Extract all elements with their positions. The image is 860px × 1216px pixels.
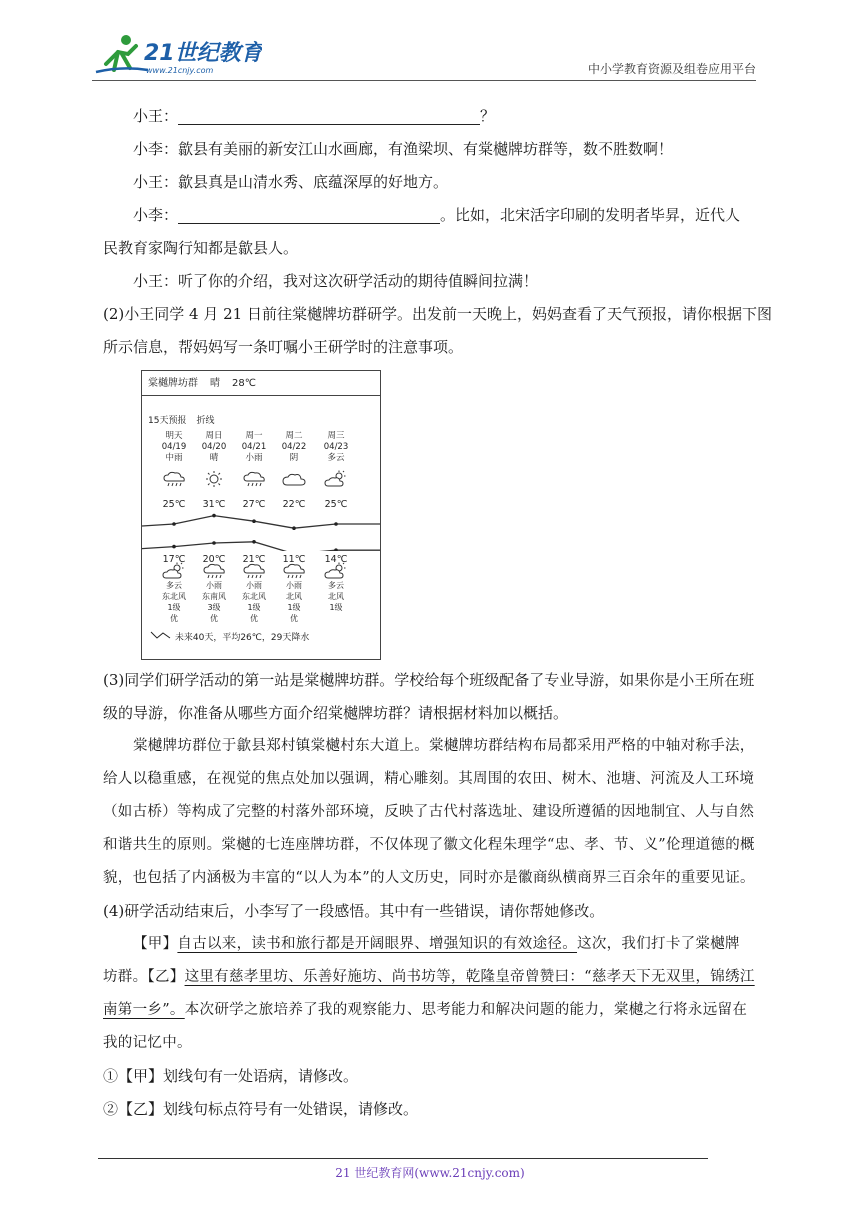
forecast-low-temp: 11℃ (282, 554, 306, 565)
dialogue-line-4 (103, 199, 758, 232)
forecast-day-name: 周三 (327, 431, 345, 441)
wind-direction: 北风 (286, 592, 302, 601)
forecast-high-temp: 25℃ (324, 499, 348, 510)
forecast-condition: 阴 (289, 453, 299, 463)
jia-marker: 【甲】 (133, 936, 178, 952)
rain-cloud-icon (282, 559, 306, 577)
rain-cloud-icon (202, 559, 226, 577)
low-temp-line (142, 542, 380, 551)
weather-location: 棠樾牌坊群 (148, 378, 198, 389)
wind-direction: 东北风 (242, 592, 266, 601)
forecast-high-temp: 27℃ (242, 499, 266, 510)
wind-level: 1级 (247, 603, 261, 612)
forecast-condition: 中雨 (165, 453, 183, 463)
wind-level: 1级 (167, 603, 181, 612)
sub-question-1: ①【甲】划线句有一处语病，请修改。 (103, 1067, 359, 1085)
sub-question-2: ②【乙】划线句标点符号有一处错误，请修改。 (103, 1100, 419, 1118)
site-logo (92, 30, 262, 80)
weather-footer-text: 未来40天，平均26℃，29天降水 (174, 633, 310, 643)
material-line-1: 棠樾牌坊群位于歙县郑村镇棠樾村东大道上。棠樾牌坊群结构布局都采用严格的中轴对称手法， (133, 738, 755, 754)
jia-underlined-sentence: 自古以来，读书和旅行都是开阔眼界、增强知识的有效途径。 (177, 936, 578, 952)
partly-cloudy-icon (324, 559, 348, 577)
night-condition: 小雨 (286, 581, 302, 590)
forecast-range-label: 15天预报 (148, 416, 187, 426)
essay-line-4: 我的记忆中。 (103, 1035, 192, 1051)
punctuation: ？ (480, 107, 496, 125)
low-temp-point (212, 541, 216, 545)
wind-direction: 北风 (328, 592, 344, 601)
forecast-date: 04/22 (281, 442, 307, 452)
dialogue-line-1 (103, 100, 758, 133)
cloud-icon (282, 467, 306, 485)
essay-text: 本次研学之旅培养了我的观察能力、思考能力和解决问题的能力，棠樾之行将永远留在 (184, 1002, 748, 1018)
header-platform-text: 中小学教育资源及组卷应用平台 (587, 62, 756, 76)
high-temp-point (252, 519, 256, 523)
rain-cloud-icon (242, 467, 266, 485)
question-3-line-2: 级的导游，你准备从哪些方面介绍棠樾牌坊群？请根据材料加以概括。 (103, 704, 569, 722)
trend-line-icon (150, 630, 172, 640)
weather-condition: 晴 (210, 378, 220, 389)
answer-blank[interactable] (178, 203, 440, 224)
page-footer: 21 世纪教育网(www.21cnjy.com) (335, 1166, 525, 1180)
wind-level: 3级 (207, 603, 221, 612)
material-line-4: 和谐共生的原则。棠樾的七连座牌坊群，不仅体现了徽文化程朱理学“忠、孝、节、义”伦理道德的概 (103, 837, 755, 853)
essay-text: 这次，我们打卡了棠樾牌 (577, 936, 740, 952)
forecast-low-temp: 20℃ (202, 554, 226, 565)
page-content (103, 100, 772, 1126)
forecast-date: 04/20 (201, 442, 227, 452)
wind-level: 1级 (329, 603, 343, 612)
essay-line-1 (103, 928, 758, 961)
forecast-date: 04/21 (241, 442, 267, 452)
yi-underlined-sentence: 这里有慈孝里坊、乐善好施坊、尚书坊等，乾隆皇帝曾赞曰：“慈孝天下无双里，锦绣江 (184, 969, 755, 985)
dialogue-line-3: 小王：歙县真是山清水秀、底蕴深厚的好地方。 (133, 173, 449, 191)
low-temp-point (172, 545, 176, 549)
forecast-low-temp: 14℃ (324, 554, 348, 565)
low-temp-point (334, 548, 338, 551)
air-quality: 优 (170, 614, 178, 623)
yi-underlined-sentence-end: 南第一乡”。 (103, 1002, 185, 1018)
rain-cloud-icon (242, 559, 266, 577)
partly-cloudy-icon (162, 559, 186, 577)
high-temp-point (334, 522, 338, 526)
yi-marker: 【乙】 (147, 969, 185, 985)
temperature-line-chart (142, 501, 380, 551)
material-line-5: 貌，也包括了内涵极为丰富的“以人为本”的人文历史，同时亦是徽商纵横商界三百余年的重要见证。 (103, 870, 755, 886)
air-quality: 优 (290, 614, 298, 623)
forecast-day-name: 周二 (285, 431, 303, 441)
high-temp-point (292, 526, 296, 530)
material-line-2: 给人以稳重感，在视觉的焦点处加以强调，精心雕刻。其周围的农田、树木、池塘、河流及人工环境 (103, 771, 755, 787)
forecast-date: 04/23 (323, 442, 349, 452)
wind-direction: 东南风 (202, 592, 226, 601)
question-3-line-1: (3)同学们研学活动的第一站是棠樾牌坊群。学校给每个班级配备了专业导游，如果你是小王所在班 (103, 671, 755, 689)
rain-cloud-icon (162, 467, 186, 485)
logo-text: 21世纪教育 (144, 41, 262, 66)
night-condition: 小雨 (246, 581, 262, 590)
forecast-high-temp: 22℃ (282, 499, 306, 510)
chart-mode-label: 折线 (196, 416, 215, 426)
runner-icon (96, 35, 148, 72)
speaker-label: 小王： (133, 107, 179, 125)
weather-footer (150, 622, 309, 655)
question-4-line-1: (4)研学活动结束后，小李写了一段感悟。其中有一些错误，请你帮她修改。 (103, 902, 605, 920)
dialogue-line-6: 小王：听了你的介绍，我对这次研学活动的期待值瞬间拉满！ (133, 272, 539, 290)
forecast-condition: 多云 (327, 453, 345, 463)
forecast-date: 04/19 (161, 442, 187, 452)
question-2-line-1: (2)小王同学 4 月 21 日前往棠樾牌坊群研学。出发前一天晚上，妈妈查看了天气预报，请你根据下图 (103, 305, 772, 323)
speaker-label: 小李： (133, 206, 179, 224)
essay-text: 坊群。 (103, 969, 148, 985)
forecast-low-temp: 17℃ (162, 554, 186, 565)
dialogue-line-2: 小李：歙县有美丽的新安江山水画廊，有渔梁坝、有棠樾牌坊群等，数不胜数啊！ (133, 140, 674, 158)
forecast-day-name: 周日 (205, 431, 223, 441)
air-quality: 优 (250, 614, 258, 623)
dialogue-text: 。比如，北宋活字印刷的发明者毕昇，近代人 (440, 206, 741, 224)
wind-level: 1级 (287, 603, 301, 612)
forecast-high-temp: 25℃ (162, 499, 186, 510)
page-header (0, 0, 860, 84)
sun-icon (202, 467, 226, 485)
dialogue-line-5: 民教育家陶行知都是歙县人。 (103, 239, 299, 257)
partly-cloudy-icon (324, 467, 348, 485)
night-condition: 多云 (328, 581, 344, 590)
question-2-line-2: 所示信息，帮妈妈写一条叮嘱小王研学时的注意事项。 (103, 338, 464, 356)
forecast-low-temp: 21℃ (242, 554, 266, 565)
essay-line-3 (103, 994, 758, 1027)
essay-line-2 (103, 961, 758, 994)
high-temp-point (172, 522, 176, 526)
night-condition: 多云 (166, 581, 182, 590)
footer-divider (98, 1158, 708, 1159)
low-temp-point (252, 540, 256, 544)
air-quality: 优 (210, 614, 218, 623)
weather-temp: 28℃ (232, 378, 256, 389)
forecast-day-name: 周一 (245, 431, 263, 441)
high-temp-point (212, 514, 216, 518)
material-line-3: （如古桥）等构成了完整的村落外部环境，反映了古代村落选址、建设所遵循的因地制宜、人与自然 (103, 804, 755, 820)
weather-header (142, 371, 380, 396)
answer-blank[interactable] (178, 104, 480, 125)
logo-url: www.21cnjy.com (146, 66, 214, 75)
wind-direction: 东北风 (162, 592, 186, 601)
forecast-condition: 小雨 (245, 453, 263, 463)
forecast-day-name: 明天 (165, 431, 183, 441)
weather-forecast-panel (141, 370, 381, 660)
forecast-high-temp: 31℃ (202, 499, 226, 510)
high-temp-line (142, 516, 380, 529)
forecast-condition: 晴 (209, 453, 219, 463)
night-condition: 小雨 (206, 581, 222, 590)
header-divider (92, 80, 756, 81)
